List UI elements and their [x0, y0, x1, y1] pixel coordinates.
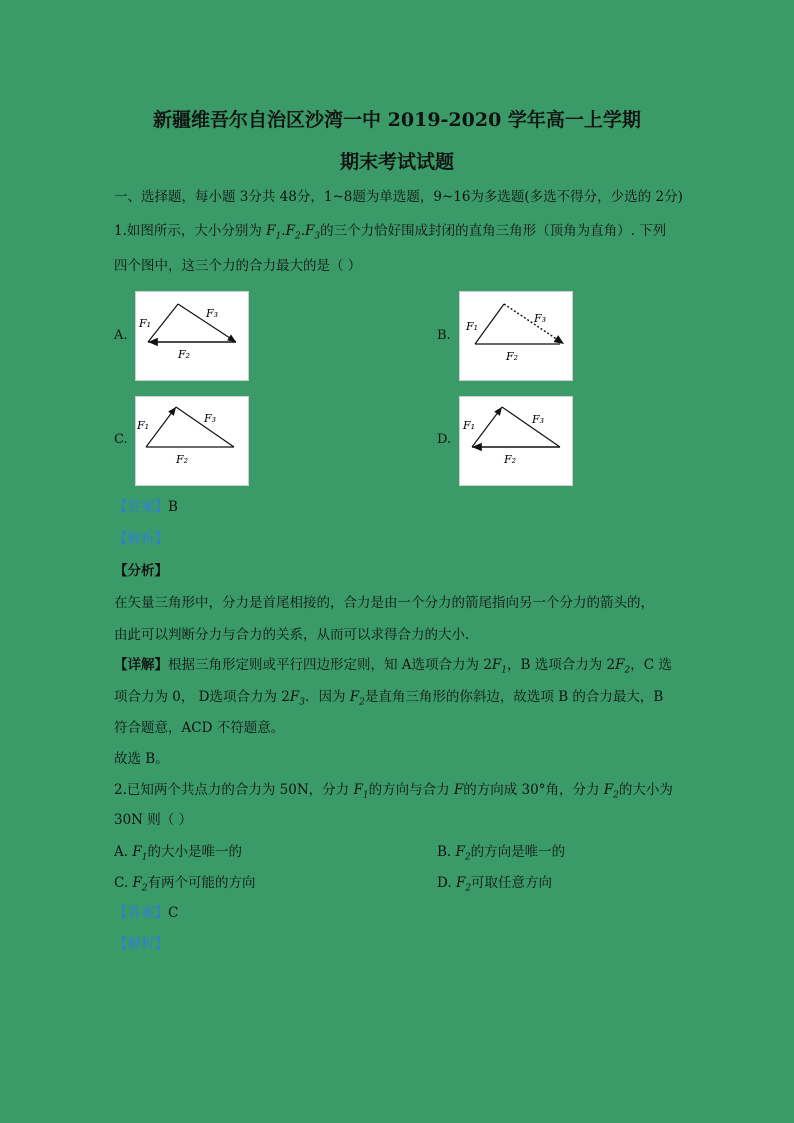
q1-option-b-figure — [459, 291, 573, 381]
q2-option-a — [114, 843, 242, 867]
q1-option-c-letter: C. — [114, 432, 128, 447]
var-f1: $F_1$ — [132, 844, 148, 863]
detail-text: 是直角三角形的你斜边，故选项 B 的合力最大，B — [364, 689, 664, 705]
option-text: 有两个可能的方向 — [147, 875, 256, 891]
q2-answer — [114, 904, 178, 922]
q2-text: 的方向与合力 — [368, 782, 454, 798]
q1-answer — [114, 498, 178, 516]
q2-option-d — [437, 874, 552, 898]
var-f3: $F_3$ — [289, 689, 305, 708]
var-f: F — [453, 782, 464, 798]
label-f2: F₂ — [506, 350, 519, 363]
var-f1: $F_1$ — [491, 657, 508, 676]
q1-conclusion: 故选 B。 — [114, 751, 169, 767]
answer-value: B — [168, 499, 178, 515]
q1-fenxi-line2: 由此可以判断分力与合力的关系，从而可以求得合力的大小． — [114, 627, 479, 643]
label-f1: F₁ — [463, 419, 476, 432]
detail-text: ．因为 — [305, 689, 350, 705]
q1-option-a-letter: A. — [114, 328, 128, 343]
detail-text: ，B 选项合力为 2 — [507, 657, 616, 673]
q2-option-c — [114, 874, 256, 898]
label-f2: F₂ — [178, 348, 191, 361]
q1-line2: 四个图中，这三个力的合力最大的是（ ） — [114, 258, 362, 274]
q1-option-a-figure — [135, 291, 249, 381]
detail-text: 项合力为 0， D选项合力为 2 — [114, 689, 290, 705]
q1-detail-line1 — [114, 656, 672, 680]
q1-analysis-tag: 【解析】 — [114, 531, 168, 547]
q2-text: 2.已知两个共点力的合力为 50N，分力 — [114, 782, 354, 798]
q2-option-b — [437, 843, 565, 867]
q1-fenxi-line1: 在矢量三角形中，分力是首尾相接的，合力是由一个分力的箭尾指向另一个分力的箭头的， — [114, 595, 654, 611]
q1-option-d-letter: D. — [437, 432, 452, 447]
q1-line1-post: 的三个力恰好围成封闭的直角三角形（顶角为直角）. 下列 — [320, 223, 667, 239]
q1-line1-pre: 1.如图所示，大小分别为 — [114, 223, 267, 239]
triangle-diagram-c — [136, 397, 248, 485]
var-f2: $F_2$ — [132, 875, 148, 894]
answer-tag: 【答案】 — [114, 499, 168, 515]
label-f2: F₂ — [504, 453, 517, 466]
q2-line2: 30N 则（ ） — [114, 812, 193, 828]
option-text: 可取任意方向 — [471, 875, 553, 891]
triangle-diagram-d — [460, 397, 572, 485]
var-f2: $F_2$ — [455, 844, 471, 863]
triangle-diagram-b — [460, 292, 572, 380]
option-letter: A. — [114, 844, 129, 860]
label-f1: F₁ — [137, 419, 150, 432]
label-f1: F₁ — [466, 320, 479, 333]
answer-value: C — [168, 905, 179, 921]
label-f3: F₃ — [204, 412, 217, 425]
q1-option-c-figure — [135, 396, 249, 486]
q2-text: 的方向成 30°角，分力 — [463, 782, 604, 798]
option-letter: C. — [114, 875, 129, 891]
option-letter: B. — [437, 844, 452, 860]
detail-tag: 【详解】 — [114, 657, 168, 673]
q1-line1 — [114, 222, 666, 246]
answer-tag: 【答案】 — [114, 905, 168, 921]
document-title-line1: 新疆维吾尔自治区沙湾一中 2019-2020 学年高一上学期 — [153, 109, 641, 131]
var-f2: $F_2$ — [349, 689, 365, 708]
label-f3: F₃ — [534, 312, 547, 325]
q1-option-d-figure — [459, 396, 573, 486]
label-f3: F₃ — [206, 307, 219, 320]
q1-detail-line3: 符合题意，ACD 不符题意。 — [114, 720, 285, 736]
document-title-line2: 期末考试试题 — [339, 151, 454, 173]
section-header: 一、选择题，每小题 3分共 48分，1~8题为单选题，9~16为多选题(多选不得分，少选的 2分) — [114, 189, 683, 205]
q2-line1 — [114, 781, 673, 805]
option-letter: D. — [437, 875, 452, 891]
q1-option-b-letter: B. — [437, 328, 451, 343]
triangle-diagram-a — [136, 292, 248, 380]
q2-text: 的大小为 — [618, 782, 673, 798]
var-f2: $F_2$ — [615, 657, 631, 676]
label-f3: F₃ — [532, 413, 545, 426]
q1-force-vars: $F_1.F_2.F_3$ — [266, 223, 321, 242]
detail-text: 根据三角形定则或平行四边形定则，知 A选项合力为 2 — [168, 657, 492, 673]
label-f1: F₁ — [139, 317, 152, 330]
label-f2: F₂ — [176, 453, 189, 466]
option-text: 的方向是唯一的 — [470, 844, 566, 860]
var-f2: $F_2$ — [603, 782, 619, 801]
q1-detail-line2 — [114, 688, 663, 712]
var-f1: $F_1$ — [353, 782, 369, 801]
detail-text: ，C 选 — [630, 657, 672, 673]
option-text: 的大小是唯一的 — [147, 844, 242, 860]
q2-analysis-tag: 【解析】 — [114, 936, 168, 952]
q1-fenxi-tag: 【分析】 — [114, 563, 168, 579]
var-f2: $F_2$ — [455, 875, 472, 894]
